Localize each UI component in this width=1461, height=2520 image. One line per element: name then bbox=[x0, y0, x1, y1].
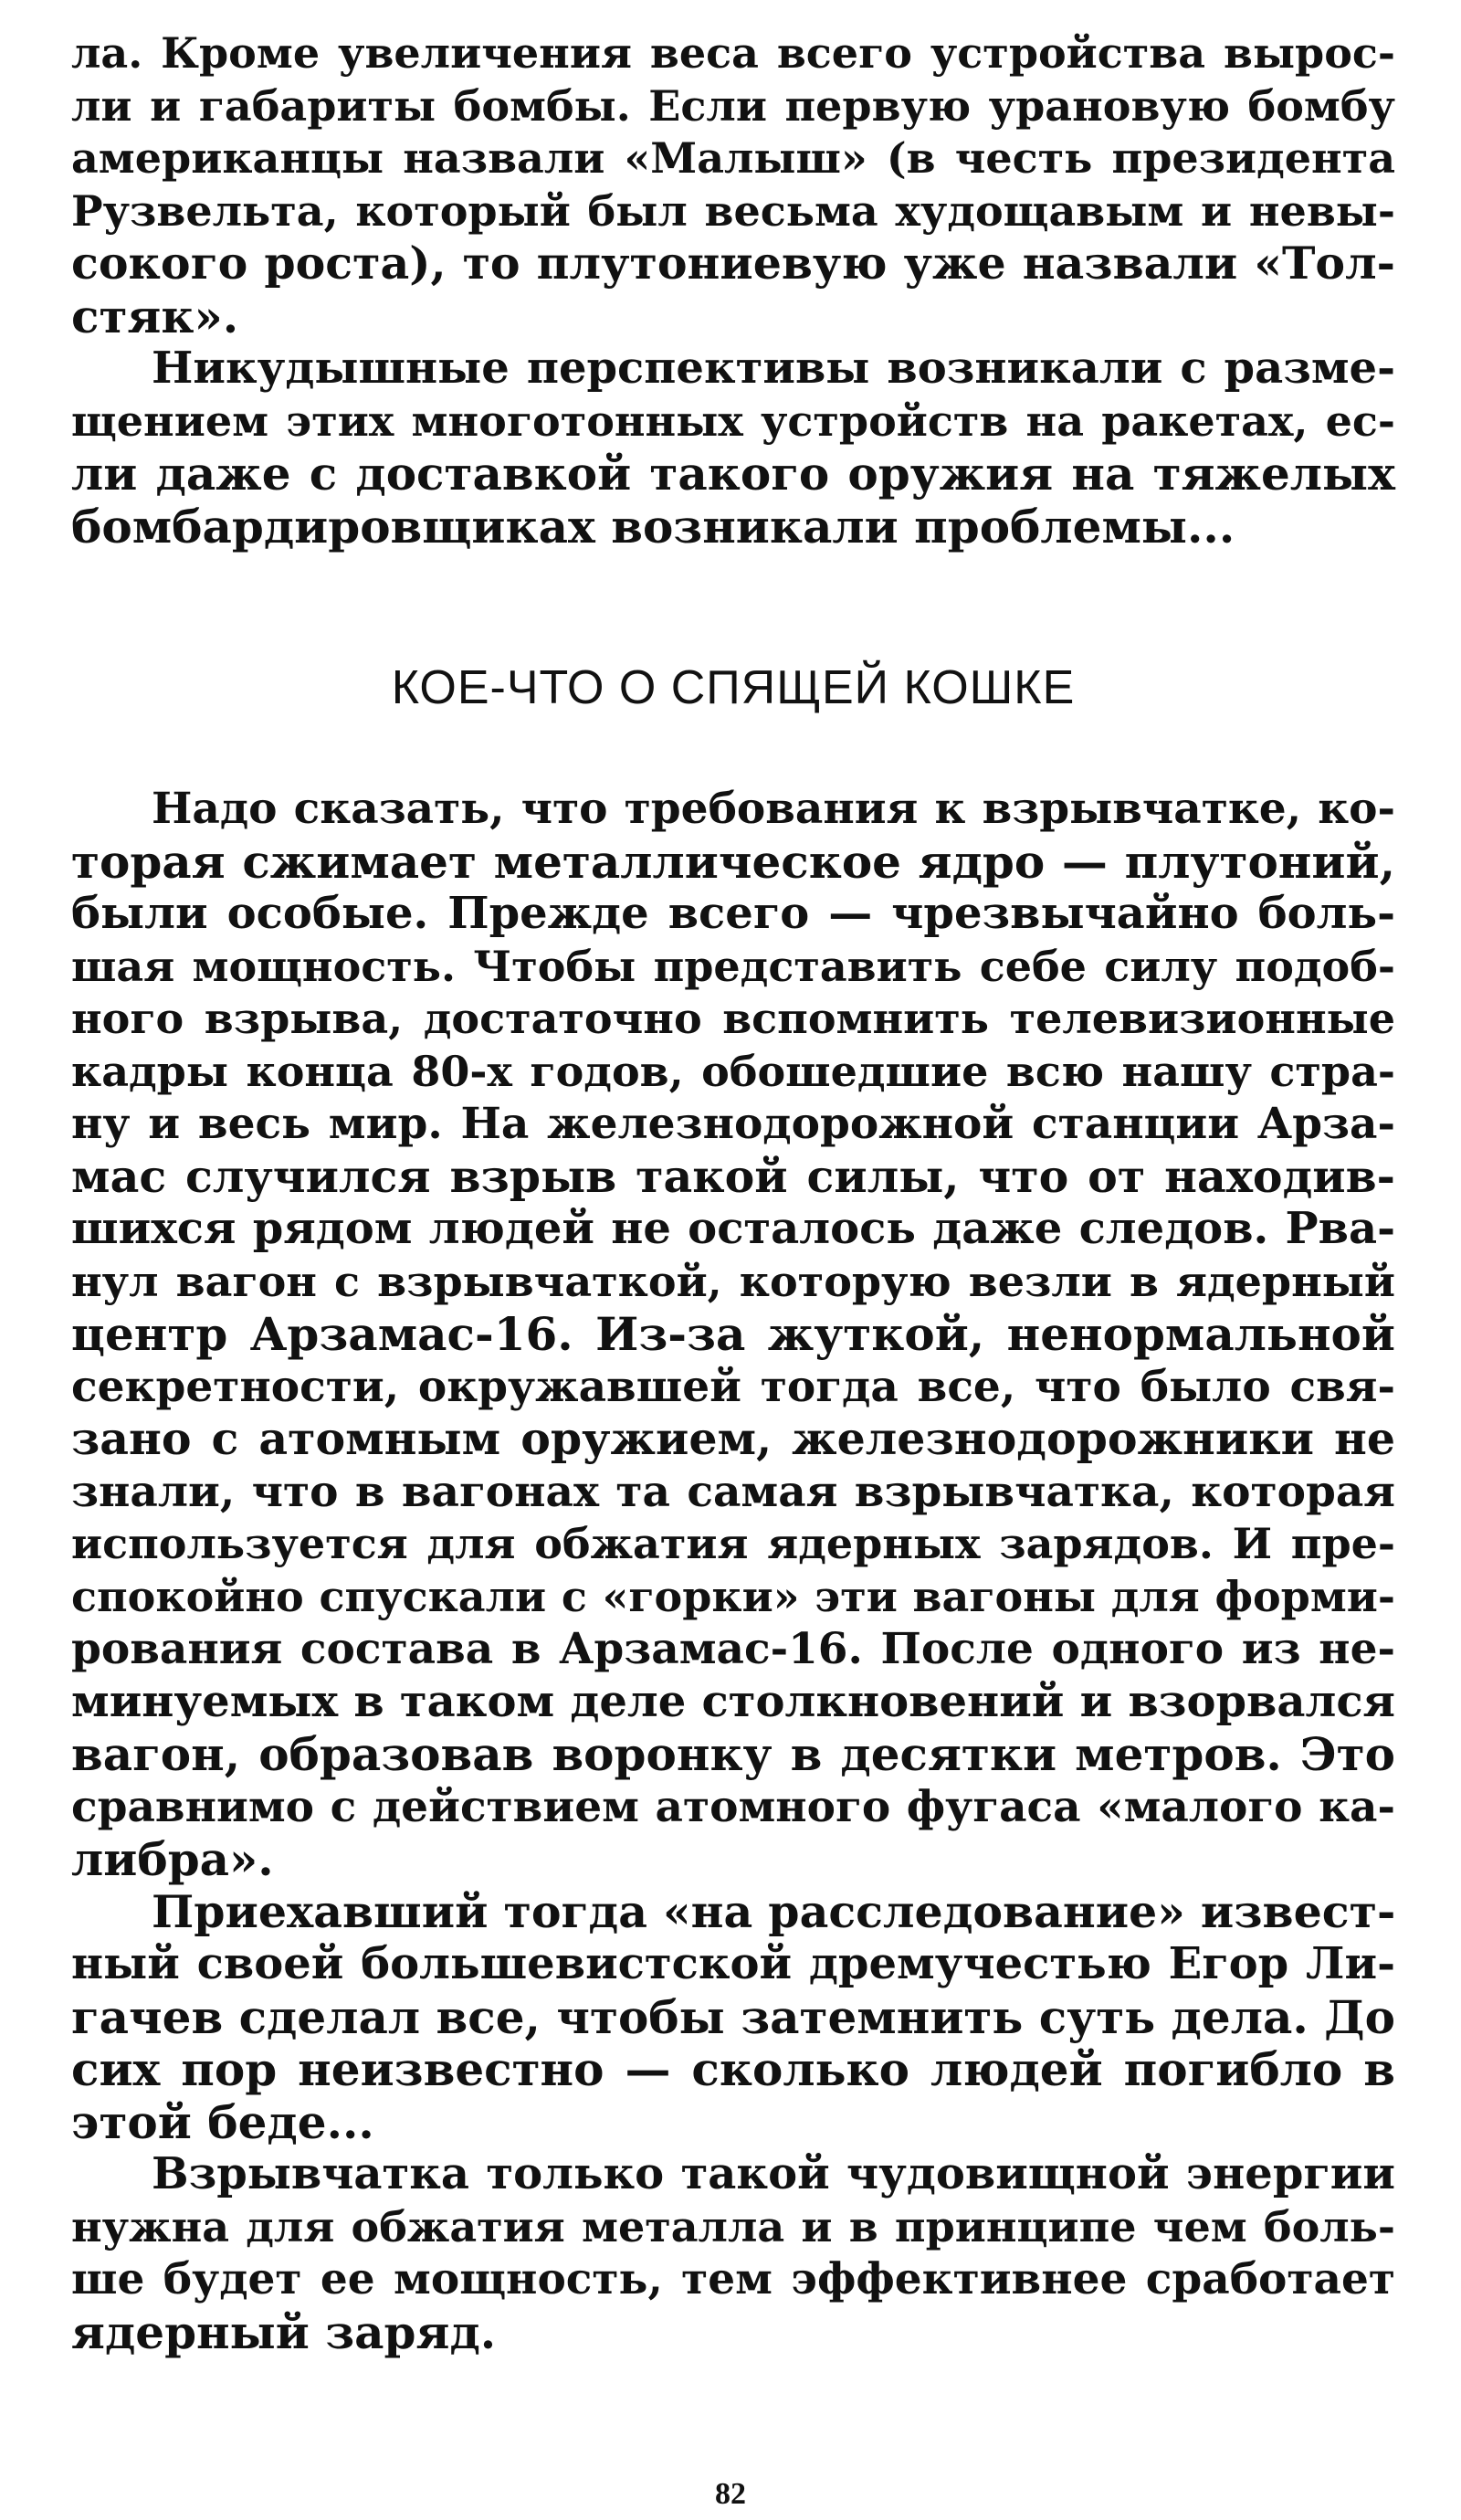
text-line: спокойно спускали с «горки» эти вагоны для форми- bbox=[71, 1571, 1395, 1621]
text-line: ный своей большевистской дремучестью Егор Ли- bbox=[71, 1938, 1395, 1989]
text-line: ли и габариты бомбы. Если первую урановую бомбу bbox=[71, 80, 1395, 131]
text-line: Надо сказать, что требования к взрывчатке, ко- bbox=[152, 784, 1395, 834]
text-line: щением этих многотонных устройств на ракетах, ес- bbox=[71, 395, 1395, 446]
text-line: американцы назвали «Малыш» (в честь президента bbox=[71, 133, 1395, 183]
text-line: сих пор неизвестно — сколько людей погибло в bbox=[71, 2042, 1395, 2096]
text-line: минуемых в таком деле столкновений и взорвался bbox=[71, 1675, 1395, 1727]
text-line: шихся рядом людей не осталось даже следов. Рва- bbox=[71, 1203, 1395, 1254]
text-line: секретности, окружавшей тогда все, что было свя- bbox=[71, 1361, 1395, 1412]
paragraph-2 bbox=[71, 343, 1395, 553]
text-line: знали, что в вагонах та самая взрывчатка, которая bbox=[71, 1466, 1395, 1517]
text-line: мас случился взрыв такой силы, что от находив- bbox=[71, 1149, 1395, 1203]
text-line: ли даже с доставкой такого оружия на тяжелых bbox=[71, 447, 1395, 501]
text-line: зано с атомным оружием, железнодорожники не bbox=[71, 1412, 1395, 1465]
text-line: нул вагон с взрывчаткой, которую везли в ядерный bbox=[71, 1256, 1395, 1306]
text-line: шая мощность. Чтобы представить себе силу подоб- bbox=[71, 941, 1395, 991]
paragraph-4 bbox=[71, 1886, 1395, 2149]
text-line: ядерный заряд. bbox=[71, 2304, 497, 2359]
text-line: этой беде... bbox=[71, 2094, 374, 2149]
text-line: кадры конца 80-х годов, обошедшие всю нашу стра- bbox=[71, 1046, 1395, 1096]
text-line: рования состава в Арзамас-16. После одного из не- bbox=[71, 1624, 1395, 1674]
text-line: Взрывчатка только такой чудовищной энергии bbox=[152, 2148, 1395, 2199]
text-line: центр Арзамас-16. Из-за жуткой, ненормальной bbox=[71, 1307, 1395, 1361]
text-line: вагон, образовав воронку в десятки метров. Это bbox=[71, 1727, 1395, 1781]
text-line: используется для обжатия ядерных зарядов. И пре- bbox=[71, 1519, 1395, 1568]
text-line: сокого роста), то плутониевую уже назвали «Тол- bbox=[71, 237, 1395, 290]
book-page bbox=[71, 27, 1395, 2358]
page-number: 82 bbox=[715, 2477, 746, 2511]
text-line: ше будет ее мощность, тем эффективнее сработает bbox=[71, 2254, 1395, 2304]
text-line: бомбардировщиках возникали проблемы... bbox=[71, 499, 1235, 554]
section-heading: КОЕ-ЧТО О СПЯЩЕЙ КОШКЕ bbox=[391, 661, 1076, 714]
text-line: гачев сделал все, чтобы затемнить суть дела. До bbox=[71, 1989, 1395, 2044]
text-line: были особые. Прежде всего — чрезвычайно боль- bbox=[71, 888, 1395, 939]
text-line: стяк». bbox=[71, 289, 239, 343]
text-line: ного взрыва, достаточно вспомнить телевизионные bbox=[71, 994, 1395, 1043]
paragraph-3 bbox=[71, 783, 1395, 1886]
paragraph-1 bbox=[71, 27, 1395, 343]
text-line: либра». bbox=[71, 1832, 274, 1886]
text-line: нужна для обжатия металла и в принципе чем боль- bbox=[71, 2201, 1395, 2251]
text-line: Никудышные перспективы возникали с разме- bbox=[152, 343, 1395, 394]
text-line: Приехавший тогда «на расследование» извест- bbox=[152, 1884, 1396, 1938]
paragraph-5 bbox=[71, 2148, 1395, 2358]
text-line: торая сжимает металлическое ядро — плутоний, bbox=[71, 834, 1395, 889]
text-line: сравнимо с действием атомного фугаса «малого ка- bbox=[71, 1781, 1395, 1832]
text-line: ла. Кроме увеличения веса всего устройства вырос- bbox=[71, 28, 1395, 78]
text-line: ну и весь мир. На железнодорожной станции Арза- bbox=[71, 1099, 1395, 1149]
text-line: Рузвельта, который был весьма худощавым и невы- bbox=[71, 185, 1395, 236]
